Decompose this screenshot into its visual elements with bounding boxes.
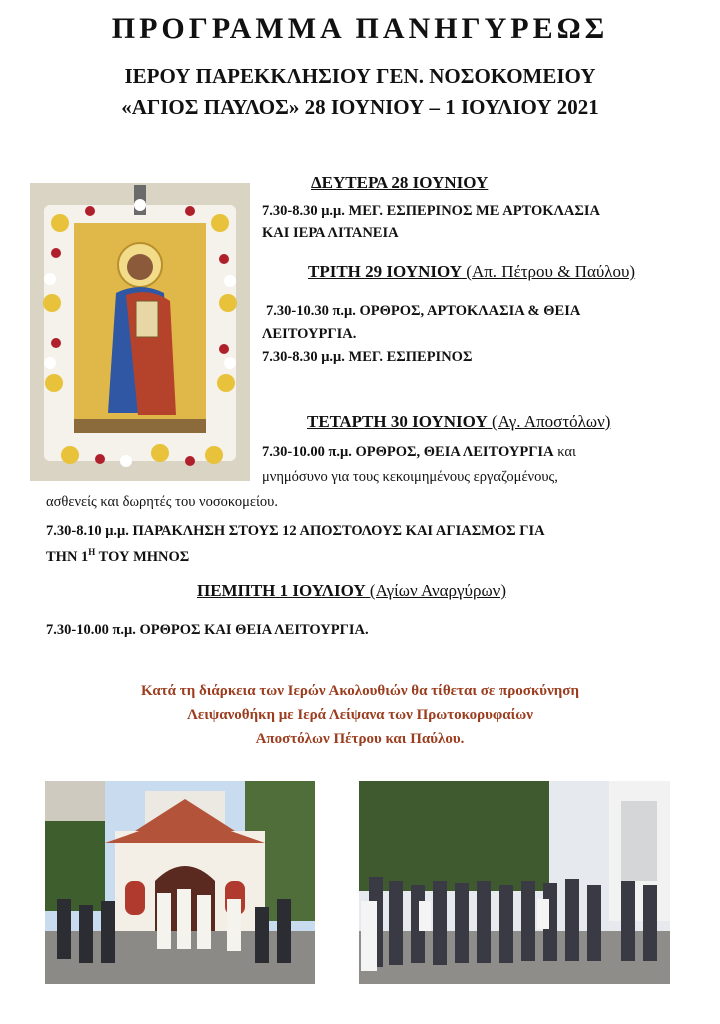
heading-tuesday [308, 262, 635, 282]
heading-tuesday-text: ΤΡΙΤΗ 29 ΙΟΥΝΙΟΥ [308, 262, 463, 281]
wednesday-line-1-bold: 7.30-10.00 π.μ. ΟΡΘΡΟΣ, ΘΕΙΑ ΛΕΙΤΟΥΡΓΙΑ [262, 444, 554, 460]
page-subtitle-dates: «ΑΓΙΟΣ ΠΑΥΛΟΣ» 28 ΙΟΥΝΙΟΥ – 1 ΙΟΥΛΙΟΥ 2021 [121, 95, 599, 119]
page-title: ΠΡΟΓΡΑΜΜΑ ΠΑΝΗΓΥΡΕΩΣ [111, 12, 609, 45]
heading-thursday [197, 581, 506, 601]
wednesday-line-2-wrap [262, 469, 558, 486]
heading-wednesday-feast: (Αγ. Αποστόλων) [491, 412, 611, 431]
relics-note-line-2: Λειψανοθήκη με Ιερά Λείψανα των Πρωτοκορυφαίων [187, 707, 533, 723]
wednesday-line-5-sup: Η [88, 547, 96, 557]
wednesday-line-5 [46, 547, 189, 566]
heading-wednesday-text: ΤΕΤΑΡΤΗ 30 ΙΟΥΝΙΟΥ [307, 412, 488, 431]
tuesday-line-3: 7.30-8.30 μ.μ. ΜΕΓ. ΕΣΠΕΡΙΝΟΣ [262, 349, 473, 365]
monday-line-2: ΚΑΙ ΙΕΡΑ ΛΙΤΑΝΕΙΑ [262, 225, 399, 241]
wednesday-line-3-wrap [46, 494, 278, 511]
chapel-photo [45, 781, 315, 984]
heading-wednesday [307, 412, 610, 432]
tuesday-line-2: ΛΕΙΤΟΥΡΓΙΑ. [262, 326, 357, 342]
thursday-line-1: 7.30-10.00 π.μ. ΟΡΘΡΟΣ ΚΑΙ ΘΕΙΑ ΛΕΙΤΟΥΡΓΙΑ. [46, 622, 369, 638]
heading-monday [311, 173, 488, 193]
relics-note-line-3: Αποστόλων Πέτρου και Παύλου. [255, 731, 465, 747]
wednesday-line-3: ασθενείς και δωρητές του νοσοκομείου. [46, 494, 278, 510]
page-subtitle-chapel: ΙΕΡΟΥ ΠΑΡΕΚΚΛΗΣΙΟΥ ΓΕΝ. ΝΟΣΟΚΟΜΕΙΟΥ [124, 64, 596, 88]
heading-monday-text: ΔΕΥΤΕΡΑ 28 ΙΟΥΝΙΟΥ [311, 173, 489, 192]
icon-illustration [30, 183, 250, 481]
wednesday-line-1-normal: και [553, 444, 576, 460]
wednesday-line-1 [262, 444, 576, 461]
heading-thursday-feast: (Αγίων Αναργύρων) [369, 581, 506, 600]
monday-line-1: 7.30-8.30 μ.μ. ΜΕΓ. ΕΣΠΕΡΙΝΟΣ ΜΕ ΑΡΤΟΚΛΑΣΙΑ [262, 203, 600, 219]
procession-photo-illustration [359, 781, 670, 984]
heading-thursday-text: ΠΕΜΠΤΗ 1 ΙΟΥΛΙΟΥ [197, 581, 366, 600]
chapel-photo-illustration [45, 781, 315, 984]
wednesday-line-4: 7.30-8.10 μ.μ. ΠΑΡΑΚΛΗΣΗ ΣΤΟΥΣ 12 ΑΠΟΣΤΟΛΟΥΣ ΚΑΙ ΑΓΙΑΣΜΟΣ ΓΙΑ [46, 523, 545, 539]
heading-tuesday-feast: (Απ. Πέτρου & Παύλου) [466, 262, 636, 281]
wednesday-line-5a: ΤΗΝ 1 [46, 548, 89, 565]
procession-photo [359, 781, 670, 984]
wednesday-line-2: μνημόσυνο για τους κεκοιμημένους εργαζομένους, [262, 469, 558, 485]
saint-paul-icon-image [30, 183, 250, 481]
tuesday-line-1: 7.30-10.30 π.μ. ΟΡΘΡΟΣ, ΑΡΤΟΚΛΑΣΙΑ & ΘΕΙΑ [266, 303, 581, 319]
relics-note-line-1: Κατά τη διάρκεια των Ιερών Ακολουθιών θα τίθεται σε προσκύνηση [141, 683, 579, 699]
wednesday-line-5b: ΤΟΥ ΜΗΝΟΣ [95, 548, 190, 565]
